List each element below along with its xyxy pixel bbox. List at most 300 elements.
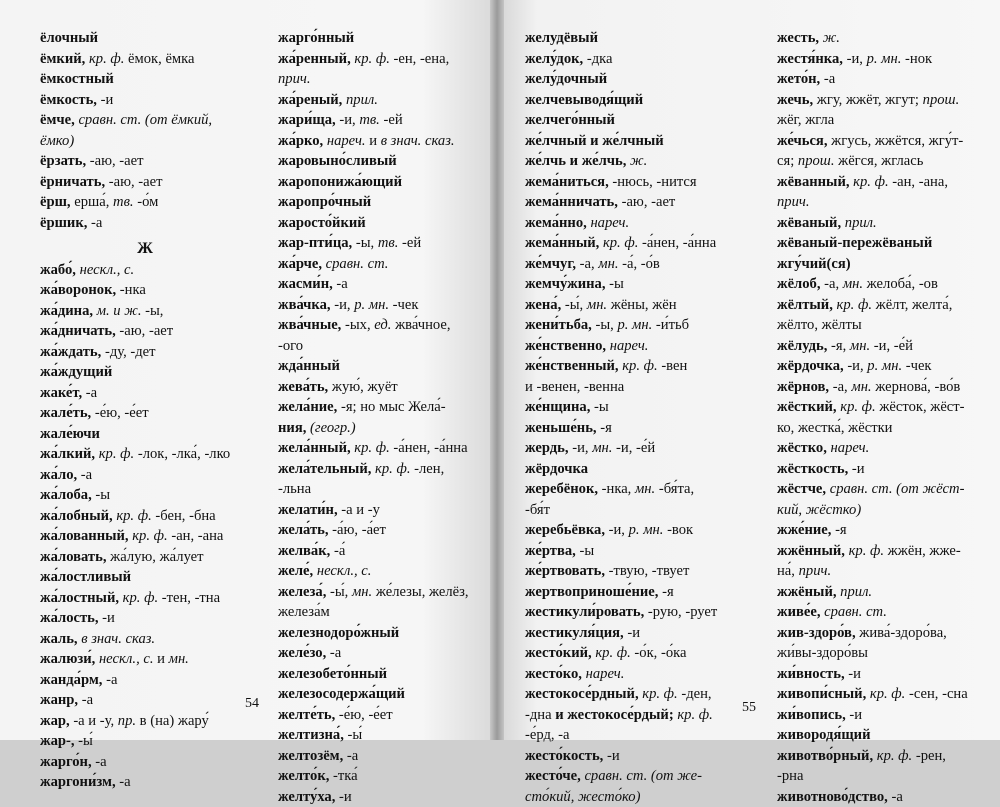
dictionary-entry	[40, 526, 250, 547]
page-number: 55	[742, 700, 756, 716]
dictionary-entry	[525, 541, 750, 562]
headword: жжёный,	[777, 584, 837, 600]
grammar-note: мн.	[169, 651, 189, 667]
entry-forms: -а,	[580, 256, 595, 272]
grammar-note: мн.	[598, 256, 618, 272]
dictionary-entry	[777, 746, 992, 767]
entry-forms: -чек	[393, 297, 419, 313]
entry-forms: -и	[849, 707, 862, 723]
headword: и жестокосе́рдый;	[555, 707, 673, 723]
headword: жгу́чий(ся)	[777, 256, 851, 272]
grammar-note: сравн. ст. (от жёст-	[830, 481, 965, 497]
dictionary-entry	[40, 506, 250, 527]
entry-forms: -нка	[120, 282, 146, 298]
grammar-note: кр. ф.	[123, 590, 158, 606]
dictionary-entry	[278, 90, 488, 111]
entry-forms: ся;	[777, 153, 794, 169]
dictionary-entry	[278, 438, 488, 459]
entry-forms: -льна	[278, 481, 311, 497]
headword: жаропро́чный	[278, 194, 371, 210]
headword: ёрзать,	[40, 153, 86, 169]
dictionary-entry	[40, 49, 250, 70]
dictionary-entry	[777, 418, 992, 439]
entry-forms: -рую, -рует	[648, 604, 717, 620]
dictionary-entry	[777, 295, 992, 316]
entry-forms: жгу, жжёт, жгут;	[817, 92, 919, 108]
grammar-note: тв.	[359, 112, 380, 128]
entry-forms: -и,	[339, 112, 355, 128]
entry-forms: -аю, -ает	[622, 194, 676, 210]
entry-forms: -а	[347, 748, 358, 764]
headword: жечь,	[777, 92, 813, 108]
dictionary-entry	[40, 192, 250, 213]
headword: жа́рче,	[278, 256, 322, 272]
entry-forms: -и	[627, 625, 640, 641]
entry-forms: -е́ю, -е́ет	[339, 707, 393, 723]
entry-forms: -и, -е́й	[874, 338, 913, 354]
entry-forms: жива́-здоро́ва,	[859, 625, 947, 641]
headword: жалюзи́,	[40, 651, 95, 667]
headword: желва́к,	[278, 543, 330, 559]
headword: же́лчный и же́лчный	[525, 133, 664, 149]
dictionary-entry	[525, 766, 750, 787]
entry-forms: -ен, -ена,	[394, 51, 450, 67]
grammar-note: кр. ф.	[840, 399, 875, 415]
entry-forms: -е́ю, -е́ет	[95, 405, 149, 421]
grammar-note: (геогр.)	[310, 420, 356, 436]
dictionary-entry	[525, 295, 750, 316]
entry-forms: -чек	[906, 358, 932, 374]
entry-forms: -ы	[95, 487, 110, 503]
entry-forms: -дка	[587, 51, 613, 67]
left-page	[0, 0, 497, 740]
entry-forms: желоба́, -ов	[867, 276, 938, 292]
dictionary-entry	[777, 541, 992, 562]
grammar-note: прич.	[799, 563, 832, 579]
grammar-note: кр. ф.	[89, 51, 124, 67]
dictionary-entry	[40, 213, 250, 234]
entry-forms: -тен, -тна	[162, 590, 220, 606]
headword: жёлудь,	[777, 338, 827, 354]
headword: женьше́нь,	[525, 420, 597, 436]
entry-forms: -и,	[847, 51, 863, 67]
headword: жёсткость,	[777, 461, 848, 477]
dictionary-entry	[777, 274, 992, 295]
grammar-note: сравн. ст. (от ёмкий,	[78, 112, 212, 128]
dictionary-entry	[40, 172, 250, 193]
headword: жёсткий,	[777, 399, 837, 415]
headword: желчевыводя́щий	[525, 92, 643, 108]
grammar-note: прич.	[278, 71, 311, 87]
headword: жже́ние,	[777, 522, 831, 538]
grammar-note: прош.	[923, 92, 960, 108]
dictionary-entry	[40, 752, 250, 773]
headword: жеребёнок,	[525, 481, 598, 497]
entry-forms: -и	[102, 610, 115, 626]
dictionary-entry	[777, 315, 992, 336]
headword: жёлтый,	[777, 297, 833, 313]
left-column-1	[40, 28, 250, 793]
dictionary-entry	[40, 403, 250, 424]
headword: жёваный,	[777, 215, 841, 231]
grammar-note: кр. ф.	[877, 748, 912, 764]
headword: жёрнов,	[777, 379, 829, 395]
entry-forms: -а́ю, -а́ет	[332, 522, 386, 538]
headword: жестокосе́рдный,	[525, 686, 639, 702]
dictionary-entry	[525, 172, 750, 193]
dictionary-entry	[525, 582, 750, 603]
entry-forms: -а	[336, 276, 347, 292]
entry-forms: -а	[95, 754, 106, 770]
headword: ёмкостный	[40, 71, 114, 87]
entry-forms: -а и -у	[341, 502, 380, 518]
headword: жа́ловать,	[40, 549, 106, 565]
headword: жесто́ко,	[525, 666, 582, 682]
headword: ёрничать,	[40, 174, 105, 190]
dictionary-entry	[278, 459, 488, 480]
grammar-note: м. и ж.	[97, 303, 142, 319]
entry-forms: -нка,	[602, 481, 632, 497]
headword: жа́лованный,	[40, 528, 129, 544]
headword: жва́чка,	[278, 297, 331, 313]
headword: же́ртва,	[525, 543, 576, 559]
dictionary-entry	[525, 131, 750, 152]
entry-forms: -тка́	[333, 768, 358, 784]
headword: желе́,	[278, 563, 313, 579]
headword: живородя́щий	[777, 727, 870, 743]
entry-forms: -ы	[579, 543, 594, 559]
dictionary-entry	[777, 336, 992, 357]
headword: жеребьёвка,	[525, 522, 605, 538]
headword: же́ртвовать,	[525, 563, 605, 579]
grammar-note: кр. ф.	[375, 461, 410, 477]
entry-forms: -ду, -дет	[105, 344, 156, 360]
entry-forms: -твую, -твует	[609, 563, 690, 579]
entry-forms: -и	[339, 789, 352, 805]
grammar-note: прил.	[845, 215, 877, 231]
headword: же́нственный,	[525, 358, 619, 374]
dictionary-entry	[278, 602, 488, 623]
headword: жа́лкий,	[40, 446, 95, 462]
headword: жанр,	[40, 692, 78, 708]
dictionary-entry	[525, 151, 750, 172]
entry-forms: -а́, -о́в	[622, 256, 660, 272]
headword: жёванный,	[777, 174, 850, 190]
dictionary-entry	[40, 362, 250, 383]
headword: жа́дничать,	[40, 323, 116, 339]
entry-forms: же́лезы, желёз,	[376, 584, 469, 600]
dictionary-entry	[278, 418, 488, 439]
dictionary-entry	[40, 342, 250, 363]
dictionary-entry	[40, 321, 250, 342]
dictionary-entry	[40, 151, 250, 172]
entry-forms: -ей	[384, 112, 403, 128]
headword: жва́чные,	[278, 317, 341, 333]
grammar-note: прич.	[777, 194, 810, 210]
dictionary-entry	[278, 500, 488, 521]
headword: желе́зо,	[278, 645, 326, 661]
entry-forms: -ы,	[595, 317, 613, 333]
entry-forms: -а́нен, -а́нна	[642, 235, 716, 251]
entry-forms: -нюсь, -нится	[612, 174, 696, 190]
entry-forms: -я	[662, 584, 674, 600]
entry-forms: -ы,	[145, 303, 163, 319]
dictionary-entry	[525, 274, 750, 295]
entry-forms: жёны, жён	[611, 297, 677, 313]
headword: жема́нный,	[525, 235, 599, 251]
dictionary-entry	[40, 567, 250, 588]
headword: жа́лобный,	[40, 508, 113, 524]
dictionary-entry	[525, 643, 750, 664]
dictionary-entry	[777, 582, 992, 603]
dictionary-entry	[525, 49, 750, 70]
dictionary-entry	[525, 69, 750, 90]
dictionary-entry	[40, 608, 250, 629]
grammar-note: тв.	[113, 194, 134, 210]
headword: же́нщина,	[525, 399, 590, 415]
dictionary-entry	[777, 233, 992, 254]
entry-forms: -ы́	[78, 733, 93, 749]
grammar-note: пр.	[118, 713, 136, 729]
dictionary-entry	[525, 233, 750, 254]
entry-forms: -и, -е́й	[616, 440, 655, 456]
dictionary-entry	[278, 315, 488, 336]
entry-forms: -и,	[609, 522, 625, 538]
entry-forms: -и	[607, 748, 620, 764]
entry-forms: -о́м	[137, 194, 158, 210]
headword: же́чься,	[777, 133, 827, 149]
entry-forms: -ы́,	[330, 584, 348, 600]
entry-forms: -я; но мыс Жела́-	[341, 399, 446, 415]
entry-forms: -ден,	[681, 686, 711, 702]
grammar-note: кр. ф.	[595, 645, 630, 661]
headword: железобето́нный	[278, 666, 387, 682]
dictionary-entry	[777, 151, 992, 172]
book-spine	[490, 0, 504, 740]
entry-forms: жгусь, жжётся, жгу́т-	[831, 133, 963, 149]
grammar-note: ёмко)	[40, 133, 74, 149]
headword: жар-,	[40, 733, 75, 749]
headword: жар,	[40, 713, 70, 729]
grammar-note: мн.	[592, 440, 612, 456]
dictionary-entry	[777, 500, 992, 521]
dictionary-entry	[525, 336, 750, 357]
dictionary-entry	[525, 725, 750, 746]
dictionary-entry	[525, 664, 750, 685]
grammar-note: кр. ф.	[354, 51, 389, 67]
entry-forms: -я,	[831, 338, 846, 354]
dictionary-entry	[278, 766, 488, 787]
grammar-note: кр. ф.	[116, 508, 151, 524]
headword: жена́,	[525, 297, 561, 313]
dictionary-entry	[278, 254, 488, 275]
headword: желтозём,	[278, 748, 343, 764]
headword: ёршик,	[40, 215, 87, 231]
dictionary-entry	[40, 731, 250, 752]
dictionary-entry	[40, 588, 250, 609]
headword: жёрдочка,	[777, 358, 844, 374]
grammar-note: тв.	[378, 235, 399, 251]
dictionary-entry	[525, 397, 750, 418]
entry-forms: -лок, -лка́, -лко	[138, 446, 230, 462]
headword: жа́ренный,	[278, 51, 351, 67]
dictionary-entry	[525, 500, 750, 521]
dictionary-entry	[525, 459, 750, 480]
entry-forms: -рен,	[916, 748, 946, 764]
entry-forms: -и	[852, 461, 865, 477]
entry-forms: -аю, -ает	[119, 323, 173, 339]
headword: желту́ха,	[278, 789, 335, 805]
headword: жа́лостливый	[40, 569, 131, 585]
grammar-note: ж.	[823, 30, 840, 46]
headword: жа́лоба,	[40, 487, 92, 503]
headword: желтизна́,	[278, 727, 344, 743]
grammar-note: кр. ф.	[837, 297, 872, 313]
grammar-note: кр. ф.	[132, 528, 167, 544]
headword: жаль,	[40, 631, 78, 647]
entry-forms: -а	[119, 774, 130, 790]
dictionary-entry	[777, 520, 992, 541]
headword: жела́нный,	[278, 440, 351, 456]
entry-forms: -бя́та,	[659, 481, 694, 497]
headword: ёмкий,	[40, 51, 85, 67]
dictionary-entry	[278, 397, 488, 418]
grammar-note: сравн. ст. (от же-	[584, 768, 702, 784]
grammar-note: мн.	[352, 584, 372, 600]
entry-forms: жую́, жуёт	[332, 379, 398, 395]
headword: желчего́нный	[525, 112, 615, 128]
grammar-note: кр. ф.	[677, 707, 712, 723]
dictionary-entry	[40, 772, 250, 793]
dictionary-entry	[777, 787, 992, 807]
entry-forms: -ы	[609, 276, 624, 292]
right-column-1	[525, 28, 750, 807]
dictionary-entry	[777, 110, 992, 131]
dictionary-entry	[40, 444, 250, 465]
headword: же́лчь и же́лчь,	[525, 153, 626, 169]
headword: животново́дство,	[777, 789, 888, 805]
headword: же́нственно,	[525, 338, 606, 354]
dictionary-entry	[278, 172, 488, 193]
headword: жева́ть,	[278, 379, 328, 395]
dictionary-entry	[777, 725, 992, 746]
grammar-note: мн.	[851, 379, 871, 395]
headword: жесть,	[777, 30, 819, 46]
dictionary-entry	[525, 377, 750, 398]
dictionary-entry	[525, 438, 750, 459]
headword: жени́тьба,	[525, 317, 592, 333]
headword: жемчу́жина,	[525, 276, 606, 292]
headword: жертвоприноше́ние,	[525, 584, 658, 600]
dictionary-entry	[525, 254, 750, 275]
dictionary-entry	[777, 602, 992, 623]
dictionary-entry	[777, 664, 992, 685]
headword: жаргони́зм,	[40, 774, 116, 790]
headword: желу́дочный	[525, 71, 607, 87]
headword: ёлочный	[40, 30, 98, 46]
entry-forms: -и	[848, 666, 861, 682]
entry-forms: -ы,	[356, 235, 374, 251]
dictionary-entry	[525, 213, 750, 234]
dictionary-entry	[278, 69, 488, 90]
entry-forms: жёсток, жёст-	[879, 399, 964, 415]
entry-forms: -е́рд, -а	[525, 727, 570, 743]
dictionary-entry	[40, 690, 250, 711]
dictionary-entry	[40, 485, 250, 506]
entry-forms: жернова́, -во́в	[875, 379, 960, 395]
dictionary-entry	[278, 356, 488, 377]
entry-forms: -а	[891, 789, 902, 805]
grammar-note: кр. ф.	[853, 174, 888, 190]
entry-forms: жёгся, жглась	[838, 153, 923, 169]
dictionary-entry	[525, 746, 750, 767]
headword: жесто́кий,	[525, 645, 592, 661]
entry-forms: железа́м	[278, 604, 330, 620]
grammar-note: прил.	[840, 584, 872, 600]
dictionary-entry	[777, 438, 992, 459]
dictionary-entry	[525, 561, 750, 582]
headword: жа́лость,	[40, 610, 99, 626]
entry-forms: -ы	[594, 399, 609, 415]
headword: жёлоб,	[777, 276, 821, 292]
headword: желте́ть,	[278, 707, 335, 723]
entry-forms: -а и -у,	[73, 713, 114, 729]
entry-forms: -ей	[402, 235, 421, 251]
dictionary-entry	[40, 69, 250, 90]
dictionary-entry	[525, 684, 750, 705]
dictionary-entry	[40, 465, 250, 486]
dictionary-entry	[40, 28, 250, 49]
grammar-note: нареч.	[586, 666, 625, 682]
left-column-2	[278, 28, 488, 807]
right-page	[497, 0, 1000, 740]
grammar-note: мн.	[587, 297, 607, 313]
headword: жёстко,	[777, 440, 827, 456]
headword: жема́нничать,	[525, 194, 618, 210]
grammar-note: кр. ф.	[622, 358, 657, 374]
headword: ёмкость,	[40, 92, 97, 108]
dictionary-entry	[777, 377, 992, 398]
dictionary-entry	[40, 629, 250, 650]
entry-forms: жёг, жгла	[777, 112, 834, 128]
entry-forms: -а́нен, -а́нна	[393, 440, 467, 456]
dictionary-entry	[777, 623, 992, 644]
entry-forms: -а	[824, 71, 835, 87]
headword: желу́док,	[525, 51, 583, 67]
entry-forms: -рна	[777, 768, 803, 784]
headword: живопи́сный,	[777, 686, 866, 702]
dictionary-entry	[40, 260, 250, 281]
dictionary-entry	[525, 90, 750, 111]
grammar-note: нареч.	[327, 133, 366, 149]
headword: жа́ло,	[40, 467, 77, 483]
dictionary-entry	[777, 69, 992, 90]
entry-forms: жёлто, жёлты	[777, 317, 862, 333]
dictionary-entry	[40, 670, 250, 691]
entry-forms: -и,	[334, 297, 350, 313]
headword: жарго́нный	[278, 30, 354, 46]
headword: жабо́,	[40, 262, 76, 278]
grammar-note: в знач. сказ.	[381, 133, 455, 149]
dictionary-entry	[278, 623, 488, 644]
dictionary-entry	[278, 131, 488, 152]
dictionary-entry	[40, 424, 250, 445]
entry-forms: -ы́,	[565, 297, 583, 313]
dictionary-entry	[777, 28, 992, 49]
entry-forms: ко, жестка́, жёстки	[777, 420, 893, 436]
headword: железа́,	[278, 584, 326, 600]
headword: жале́ть,	[40, 405, 91, 421]
